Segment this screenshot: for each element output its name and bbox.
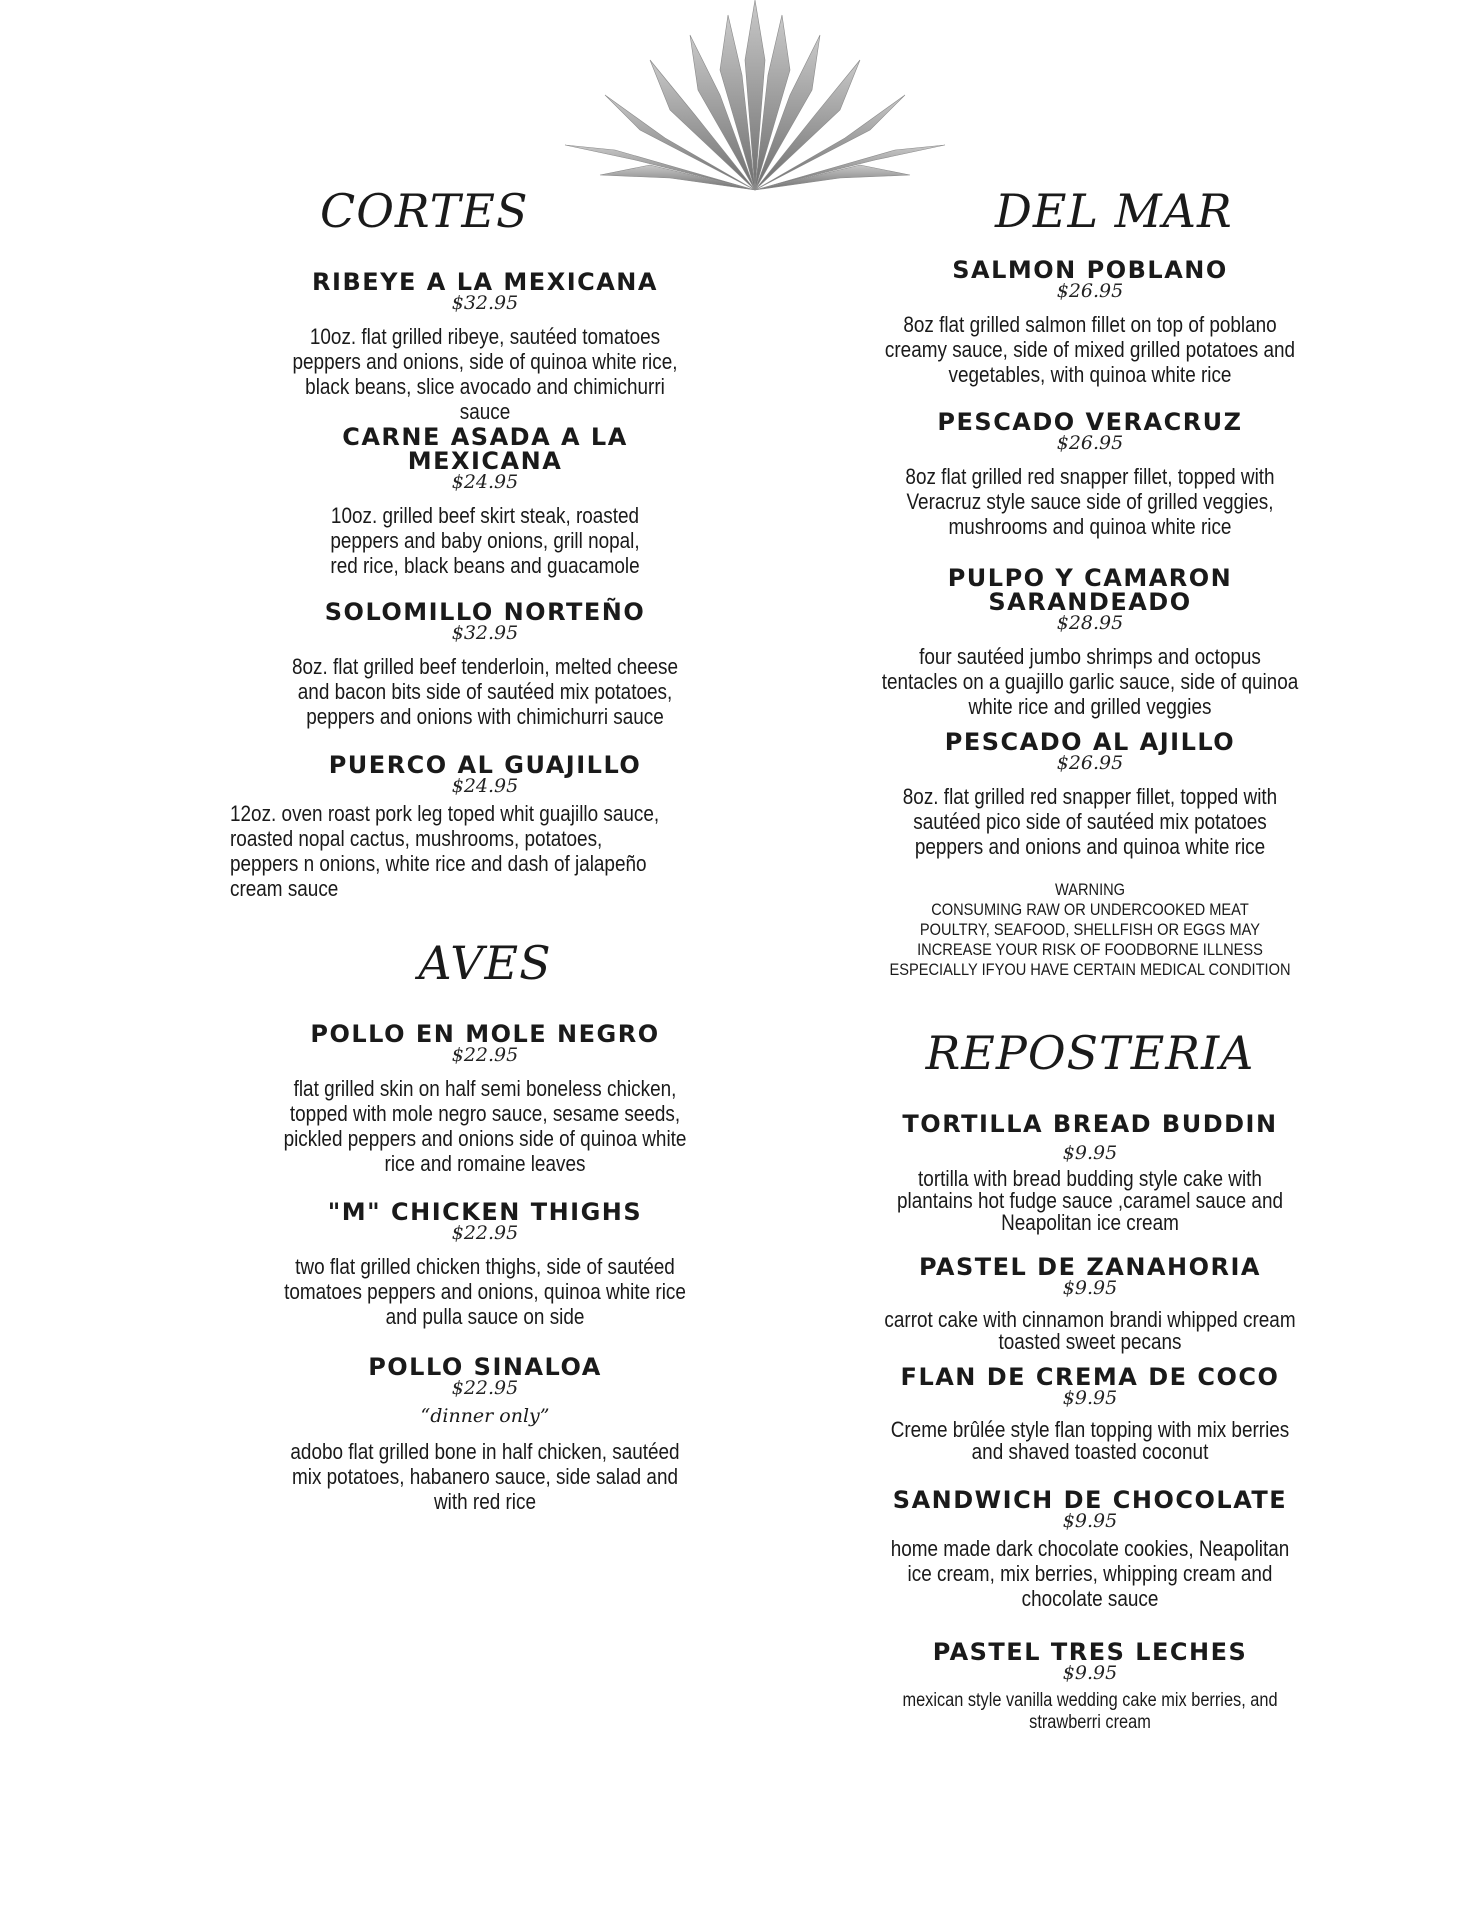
section-title-del-mar: DEL MAR (995, 184, 1233, 238)
menu-item (845, 410, 1335, 539)
item-price: $9.95 (1062, 1387, 1118, 1409)
item-note: “dinner only” (420, 1405, 550, 1427)
menu-item (245, 425, 725, 578)
item-price: $22.95 (451, 1377, 519, 1399)
section-title-cortes: CORTES (320, 184, 529, 238)
item-description: four sautéed jumbo shrimps and octopus tentacles on a guajillo garlic sauce, side of quinoa white rice and grilled veggies (881, 644, 1299, 719)
menu-item (845, 1640, 1335, 1734)
item-description: tortilla with bread budding style cake with plantains hot fudge sauce ,caramel sauce and Neapolitan ice cream (896, 1166, 1284, 1235)
menu-item (845, 1488, 1335, 1611)
item-price: $9.95 (1062, 1277, 1118, 1299)
item-description: 8oz flat grilled salmon fillet on top of poblano creamy sauce, side of mixed grilled potatoes and vegetables, with quinoa white rice (884, 312, 1296, 387)
item-price: $22.95 (451, 1044, 519, 1066)
item-price: $9.95 (1062, 1142, 1118, 1164)
menu-item (845, 258, 1335, 387)
item-price: $26.95 (1056, 432, 1124, 454)
menu-item (845, 566, 1335, 719)
menu-item (845, 1365, 1335, 1463)
menu-item (845, 1112, 1335, 1234)
item-name: PASTEL TRES LECHES (932, 1638, 1248, 1666)
item-name: PULPO Y CAMARON SARANDEADO (947, 564, 1233, 616)
item-name: "M" CHICKEN THIGHS (327, 1198, 643, 1226)
menu-item (245, 600, 725, 729)
item-name: TORTILLA BREAD BUDDIN (902, 1110, 1278, 1138)
item-price: $9.95 (1062, 1510, 1118, 1532)
menu-item (230, 751, 725, 901)
item-name: PESCADO AL AJILLO (944, 728, 1236, 756)
section-title-reposteria: REPOSTERIA (925, 1026, 1255, 1080)
menu-item (245, 1200, 725, 1329)
item-description: 8oz. flat grilled beef tenderloin, melted cheese and bacon bits side of sautéed mix potatoes, peppers and onions with chimichurri sauce (291, 654, 679, 729)
menu-item (845, 1255, 1335, 1353)
menu-item (845, 730, 1335, 859)
item-description: 12oz. oven roast pork leg toped whit guajillo sauce, roasted nopal cactus, mushrooms, potatoes, peppers n onions, white rice and dash of jalapeño cream sauce (230, 801, 660, 901)
food-safety-warning: WARNING CONSUMING RAW OR UNDERCOOKED MEAT POULTRY, SEAFOOD, SHELLFISH OR EGGS MAY INCREASE YOUR RISK OF FOODBORNE ILLNESS ESPECIALLY IFYOU HAVE CERTAIN MEDICAL CONDITION (889, 880, 1291, 979)
item-price: $26.95 (1056, 752, 1124, 774)
item-description: carrot cake with cinnamon brandi whipped cream toasted sweet pecans (884, 1307, 1296, 1354)
agave-leaf-ornament (560, 0, 950, 200)
item-name: POLLO SINALOA (368, 1353, 602, 1381)
item-price: $9.95 (1062, 1662, 1118, 1684)
item-price: $26.95 (1056, 280, 1124, 302)
item-name: SANDWICH DE CHOCOLATE (892, 1486, 1288, 1514)
section-title-aves: AVES (418, 936, 552, 990)
item-price: $24.95 (451, 471, 519, 493)
item-name: PESCADO VERACRUZ (937, 408, 1243, 436)
item-name: SOLOMILLO NORTEÑO (324, 598, 646, 626)
item-price: $22.95 (451, 1222, 519, 1244)
item-name: POLLO EN MOLE NEGRO (310, 1020, 660, 1048)
item-description: two flat grilled chicken thighs, side of sautéed tomatoes peppers and onions, quinoa white rice and pulla sauce on side (284, 1254, 686, 1329)
item-description: mexican style vanilla wedding cake mix berries, and strawberri cream (902, 1690, 1278, 1733)
item-price: $28.95 (1056, 612, 1124, 634)
item-name: PASTEL DE ZANAHORIA (919, 1253, 1261, 1281)
item-name: FLAN DE CREMA DE COCO (900, 1363, 1280, 1391)
item-description: adobo flat grilled bone in half chicken, sautéed mix potatoes, habanero sauce, side salad and with red rice (290, 1439, 680, 1514)
item-price: $32.95 (451, 622, 519, 644)
item-price: $24.95 (451, 775, 519, 797)
item-name: SALMON POBLANO (952, 256, 1228, 284)
item-name: RIBEYE A LA MEXICANA (312, 268, 658, 296)
item-description: Creme brûlée style flan topping with mix berries and shaved toasted coconut (890, 1417, 1290, 1464)
item-price: $32.95 (451, 292, 519, 314)
item-description: 8oz. flat grilled red snapper fillet, topped with sautéed pico side of sautéed mix potatoes peppers and onions and quinoa white rice (902, 784, 1278, 859)
menu-item (245, 1022, 725, 1176)
item-description: flat grilled skin on half semi boneless chicken, topped with mole negro sauce, sesame seeds, pickled peppers and onions side of quinoa white rice and romaine leaves (283, 1076, 687, 1176)
item-description: 10oz. grilled beef skirt steak, roasted peppers and baby onions, grill nopal, red rice, black beans and guacamole (330, 503, 640, 578)
item-description: home made dark chocolate cookies, Neapolitan ice cream, mix berries, whipping cream and chocolate sauce (890, 1536, 1290, 1611)
item-name: CARNE ASADA A LA MEXICANA (342, 423, 628, 475)
menu-item (245, 270, 725, 424)
menu-item (245, 1355, 725, 1514)
item-description: 10oz. flat grilled ribeye, sautéed tomatoes peppers and onions, side of quinoa white rice, black beans, slice avocado and chimichurri sauce (292, 324, 678, 424)
item-name: PUERCO AL GUAJILLO (328, 751, 642, 779)
item-description: 8oz flat grilled red snapper fillet, topped with Veracruz style sauce side of grilled veggies, mushrooms and quinoa white rice (905, 464, 1275, 539)
